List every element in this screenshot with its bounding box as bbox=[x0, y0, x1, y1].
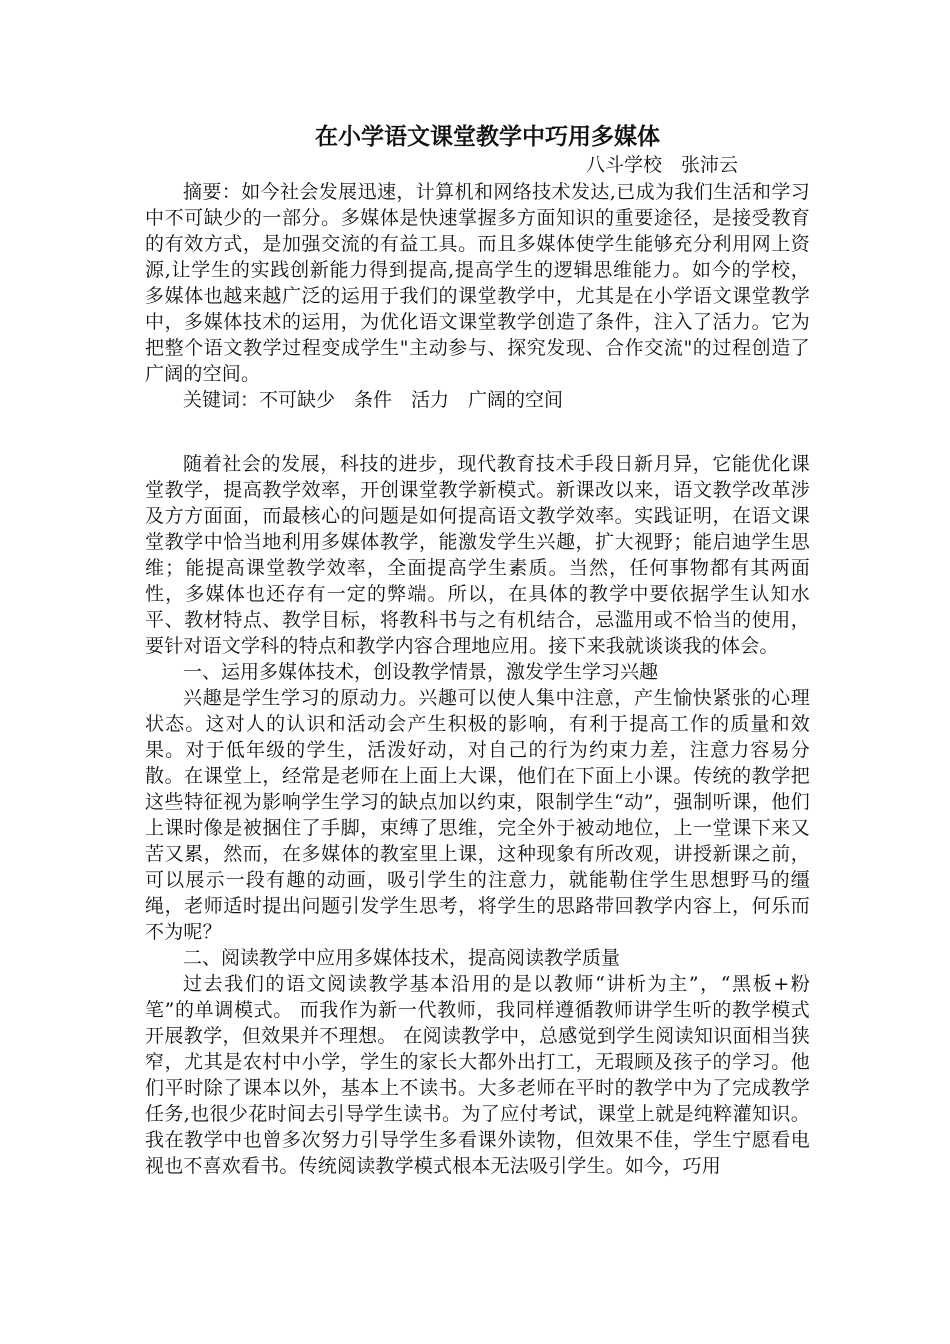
document-title: 在小学语文课堂教学中巧用多媒体 bbox=[315, 123, 660, 150]
abstract-paragraph: 摘要：如今社会发展迅速，计算机和网络技术发达,已成为我们生活和学习中不可缺少的一部分。多媒体是快速掌握多方面知识的重要途径，是接受教育的有效方式，是加强交流的有益工具。而且多媒体使学生能够充分利用网上资源,让学生的实践创新能力得到提高,提高学生的逻辑思维能力。如今的学校，多媒体也越来越广泛的运用于我们的课堂教学中，尤其是在小学语文课堂教学中，多媒体技术的运用，为优化语文课堂教学创造了条件，注入了活力。它为把整个语文教学过程变成学生"主动参与、探究发现、合作交流"的过程创造了广阔的空间。 bbox=[145, 181, 810, 385]
section-2-heading: 二、阅读教学中应用多媒体技术，提高阅读教学质量 bbox=[183, 947, 621, 969]
section-2-paragraph: 过去我们的语文阅读教学基本沿用的是以教师“讲析为主”，“黑板+粉笔”的单调模式。 而我作为新一代教师，我同样遵循教师讲学生听的教学模式开展教学，但效果并不理想。 在阅读教学中，总感觉到学生阅读知识面相当狭窄，尤其是农村中小学，学生的家长大都外出打工，无瑕顾及孩子的学习。他们平时除了课本以外，基本上不读书。大多老师在平时的教学中为了完成教学任务,也很少花时间去引导学生读书。为了应付考试，课堂上就是纯粹灌知识。我在教学中也曾多次努力引导学生多看课外读物，但效果不佳，学生宁愿看电视也不喜欢看书。传统阅读教学模式根本无法吸引学生。如今，巧用 bbox=[145, 973, 810, 1177]
section-1-paragraph: 兴趣是学生学习的原动力。兴趣可以使人集中注意，产生愉快紧张的心理状态。这对人的认识和活动会产生积极的影响，有利于提高工作的质量和效果。对于低年级的学生，活泼好动，对自己的行为约束力差，注意力容易分散。在课堂上，经常是老师在上面上大课，他们在下面上小课。传统的教学把这些特征视为影响学生学习的缺点加以约束，限制学生“动”，强制听课，他们上课时像是被捆住了手脚，束缚了思维，完全外于被动地位，上一堂课下来又苦又累，然而，在多媒体的教室里上课，这种现象有所改观，讲授新课之前，可以展示一段有趣的动画，吸引学生的注意力，就能勒住学生思想野马的缰绳，老师适时提出问题引发学生思考，将学生的思路带回教学内容上，何乐而不为呢？ bbox=[145, 687, 810, 943]
blank-line bbox=[145, 413, 810, 451]
document-page bbox=[145, 122, 810, 1179]
section-1-heading: 一、运用多媒体技术，创设教学情景，激发学生学习兴趣 bbox=[183, 661, 659, 683]
intro-paragraph: 随着社会的发展，科技的进步，现代教育技术手段日新月异，它能优化课堂教学，提高教学效率，开创课堂教学新模式。新课改以来，语文教学改革涉及方方面面，而最核心的问题是如何提高语文教学效率。实践证明，在语文课堂教学中恰当地利用多媒体教学，能激发学生兴趣，扩大视野；能启迪学生思维；能提高课堂教学效率，全面提高学生素质。当然，任何事物都有其两面性，多媒体也还存有一定的弊端。所以，在具体的教学中要依据学生认知水平、教材特点、教学目标，将教科书与之有机结合，忌滥用或不恰当的使用，要针对语文学科的特点和教学内容合理地应用。接下来我就谈谈我的体会。 bbox=[145, 453, 810, 657]
keywords-line: 关键词：不可缺少 条件 活力 广阔的空间 bbox=[183, 389, 564, 411]
author-line: 八斗学校 张沛云 bbox=[585, 154, 738, 176]
